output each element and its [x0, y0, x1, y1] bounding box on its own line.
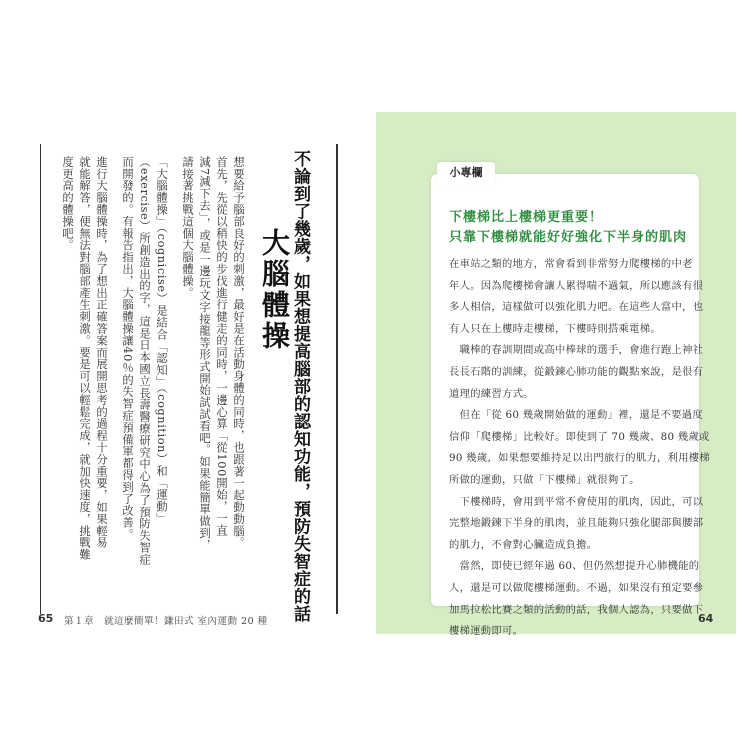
body-line: 信仰「爬樓梯」比較好。即使到了 70 幾歲、80 幾歲或 — [449, 430, 710, 443]
body-column-6: （exercise）所創造出的字，這是日本國立長壽醫療研究中心為了預防失智症 — [138, 156, 151, 566]
body-column-10: 度更高的體操吧。 — [61, 156, 74, 252]
body-column-1: 想要給予腦部良好的刺激，最好是在活動身體的同時，也跟著一起動動腦。 — [232, 156, 245, 549]
chapter-running-header: 第１章 就這麼簡單！鎌田式 室內運動 20 種 — [64, 616, 268, 627]
body-line: 當然，即使已經年過 60、但仍然想提升心肺機能的 — [449, 560, 700, 573]
body-column-3: 減7減下去」，或是一邊玩文字接龍等形式開始試試看吧。如果能簡單做到， — [198, 156, 211, 551]
body-line: 下樓梯時，會用到平常不會使用的肌肉，因此，可以 — [449, 495, 704, 508]
body-line: 職棒的春訓期間或高中棒球的選手，會進行跑上神社 — [449, 344, 704, 357]
left-main-title: 大腦體操 — [258, 228, 291, 352]
body-line: 在車站之類的地方，常會看到非常努力爬樓梯的中老 — [449, 258, 693, 270]
frame-left-rule — [40, 144, 41, 614]
left-page-number: 65 — [38, 612, 54, 625]
body-column-9: 就能解答，便無法對腦部產生刺激。要是可以輕鬆完成，就加快速度，挑戰難 — [78, 156, 91, 561]
body-line: 長長石階的訓練，從鍛鍊心肺功能的觀點來說，是很有 — [449, 365, 704, 378]
body-line: 有人只在上樓時走樓梯，下樓時則搭乘電梯。 — [449, 322, 661, 335]
body-line: 的肌力，不會對心臟造成負擔。 — [449, 538, 598, 551]
body-column-5: 「大腦體操」（cognicise）是結合「認知」（cognition）和「運動」 — [155, 156, 168, 525]
column-tab: 小專欄 — [437, 162, 495, 186]
body-line: 人，還是可以做爬樓梯運動。不過，如果沒有預定要參 — [449, 581, 704, 594]
column-title-line1: 下樓梯比上樓梯更重要！ — [449, 210, 604, 225]
column-title-line2: 只靠下樓梯就能好好強化下半身的肌肉 — [449, 230, 688, 245]
body-line: 年人。因為爬樓梯會讓人累得喘不過氣，所以應該有很 — [449, 279, 704, 292]
right-page — [376, 112, 736, 638]
body-line: 但在「從 60 幾歲開始做的運動」裡，還是不要過度 — [449, 409, 703, 422]
frame-right-rule — [336, 144, 338, 614]
body-column-4: 請接著挑戰這個大腦體操。 — [181, 156, 194, 299]
body-line: 多人相信，這樣做可以強化肌力吧。在這些人當中，也 — [449, 301, 704, 314]
body-line: 樓梯運動即可。 — [449, 625, 524, 638]
body-column-2: 首先，先從以稍快的步伐進行健走的同時，一邊心算「從100開始，一直 — [215, 156, 228, 537]
body-column-7: 而開發的。有報告指出，大腦體操讓40％的失智症預備軍都得到了改善。 — [121, 156, 134, 541]
left-subtitle: 不論到了幾歲，如果想提高腦部的認知功能，預防失智症的話 — [290, 150, 310, 623]
body-line: 90 幾歲，如果想要維持足以出門旅行的肌力，利用樓梯 — [449, 452, 711, 465]
body-column-8: 進行大腦體操時，為了想出正確答案而展開思考的過程十分重要，如果輕易 — [95, 156, 108, 549]
body-line: 完整地鍛鍊下半身的肌肉，並且能夠只強化腿部與腰部 — [449, 517, 704, 530]
right-page-number: 64 — [698, 612, 714, 625]
body-line: 所做的運動，只做「下樓梯」就很夠了。 — [449, 473, 640, 486]
body-line: 加馬拉松比賽之類的活動的話，我個人認為，只要做下 — [449, 603, 704, 616]
body-line: 道理的練習方式。 — [449, 387, 534, 400]
